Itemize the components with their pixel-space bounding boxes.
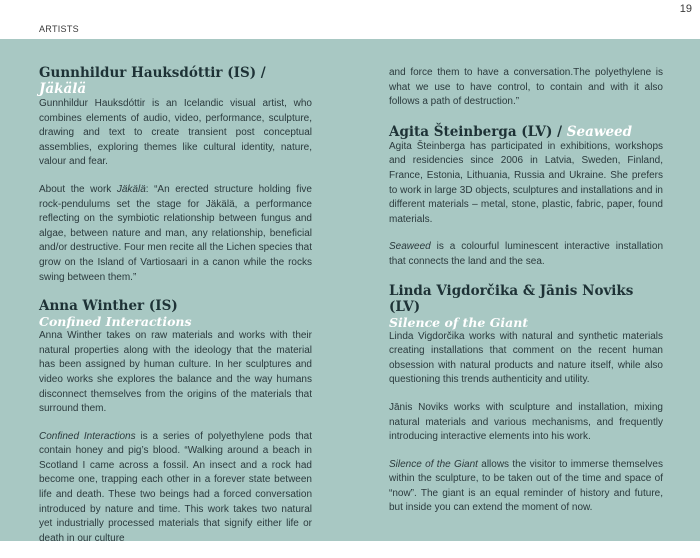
artist-name: Anna Winther (IS) <box>39 298 178 315</box>
artist-heading <box>39 65 312 97</box>
work-title: Confined Interactions <box>39 314 192 330</box>
work-description <box>39 183 312 285</box>
work-reference: Silence of the Giant <box>389 458 478 470</box>
artist-heading <box>389 283 663 315</box>
artist-heading <box>39 298 312 314</box>
artist-entry-steinberga <box>389 124 663 270</box>
artist-name: Agita Šteinberga (LV) / <box>389 123 567 140</box>
content-panel <box>0 39 700 544</box>
artist-heading <box>389 124 663 140</box>
work-reference: Seaweed <box>389 241 431 253</box>
work-reference: Jäkälä <box>116 183 146 195</box>
about-prefix: About the work <box>39 183 117 195</box>
artist-bio: Linda Vigdorčika works with natural and synthetic materials creating installations that comment on the recent human obsession with natural products and nature itself, while also questioning this trends authenticity and utility. <box>389 330 663 386</box>
page-number: 19 <box>679 3 692 15</box>
section-label: ARTISTS <box>39 24 79 34</box>
page-header <box>0 0 700 39</box>
right-column <box>389 66 663 528</box>
work-description <box>389 458 663 516</box>
continued-text: and force them to have a conversation.The polyethylene is what we use to have control, to contain and with it also follows a path of destruction.” <box>389 67 663 108</box>
artist-bio: Anna Winther takes on raw materials and works with their natural properties along with the ideology that the material has been assigned by human culture. In her sculptures and video works she explores the balance and the way humans disconnect themselves from the origins of the materials that surround them. <box>39 330 312 415</box>
artist-entry-winther <box>39 298 312 546</box>
work-text: is a series of polyethylene pods that contain honey and pig’s blood. “Walking around a beach in Scotland I came across a fossil. An insect and a rock had become one, trapping each other in a forever state between life and death. These two beings had a forced conversation introduced by nature and time. This work takes two natural yet industrially processed materials that signify either life or death in our culture <box>39 430 312 544</box>
left-column <box>39 65 312 558</box>
artist-bio: Agita Šteinberga has participated in exhibitions, workshops and residencies since 2006 in Latvia, Sweden, Finland, France, Estonia, Lithuania, Russia and Ukraine. She prefers to work in large 3D objects, sculptures and installations and in different materials – metal, stone, plastic, fabric, paper, found materials. <box>389 140 663 225</box>
work-title: Seaweed <box>566 123 633 140</box>
work-title: Silence of the Giant <box>389 314 529 330</box>
work-text: allows the visitor to immerse themselves within the sculpture, to be taken out of the time and space of “now”. The giant is an equal reminder of history and future, but inside you can extend the moment of now. <box>389 458 663 514</box>
work-text: is a colourful luminescent interactive installation that connects the land and the sea. <box>389 241 663 267</box>
work-description <box>389 240 663 269</box>
artist-entry-hauksdottir <box>39 65 312 285</box>
work-quote: : “An erected structure holding five rock-pendulums set the stage for Jäkälä, a performance reflecting on the symbiotic relationship between fungus and algae, between nature and man, any relationship, beneficial and/or destructive. Four men recite all the Lichen species that grow on the Island of Vartiosaari in a canon while the rocks swing between them.” <box>39 183 312 283</box>
artist-bio: Jānis Noviks works with sculpture and installation, mixing natural materials and various mechanisms, and frequently introducing interactive elements into his work. <box>389 401 663 443</box>
artist-entry-vigdorcika-noviks <box>389 283 663 517</box>
work-title: Jäkälä <box>39 81 87 97</box>
work-description <box>39 430 312 547</box>
artist-name: Linda Vigdorčika & Jānis Noviks (LV) <box>389 282 634 315</box>
work-reference: Confined Interactions <box>39 430 136 442</box>
artist-bio: Gunnhildur Hauksdóttir is an Icelandic visual artist, who combines elements of audio, video, performance, sculpture, drawing and text to create transient post conceptual assemblies, exploring themes like cultural identity, nature, valour and fear. <box>39 98 312 168</box>
artist-name: Gunnhildur Hauksdóttir (IS) / <box>39 65 266 81</box>
